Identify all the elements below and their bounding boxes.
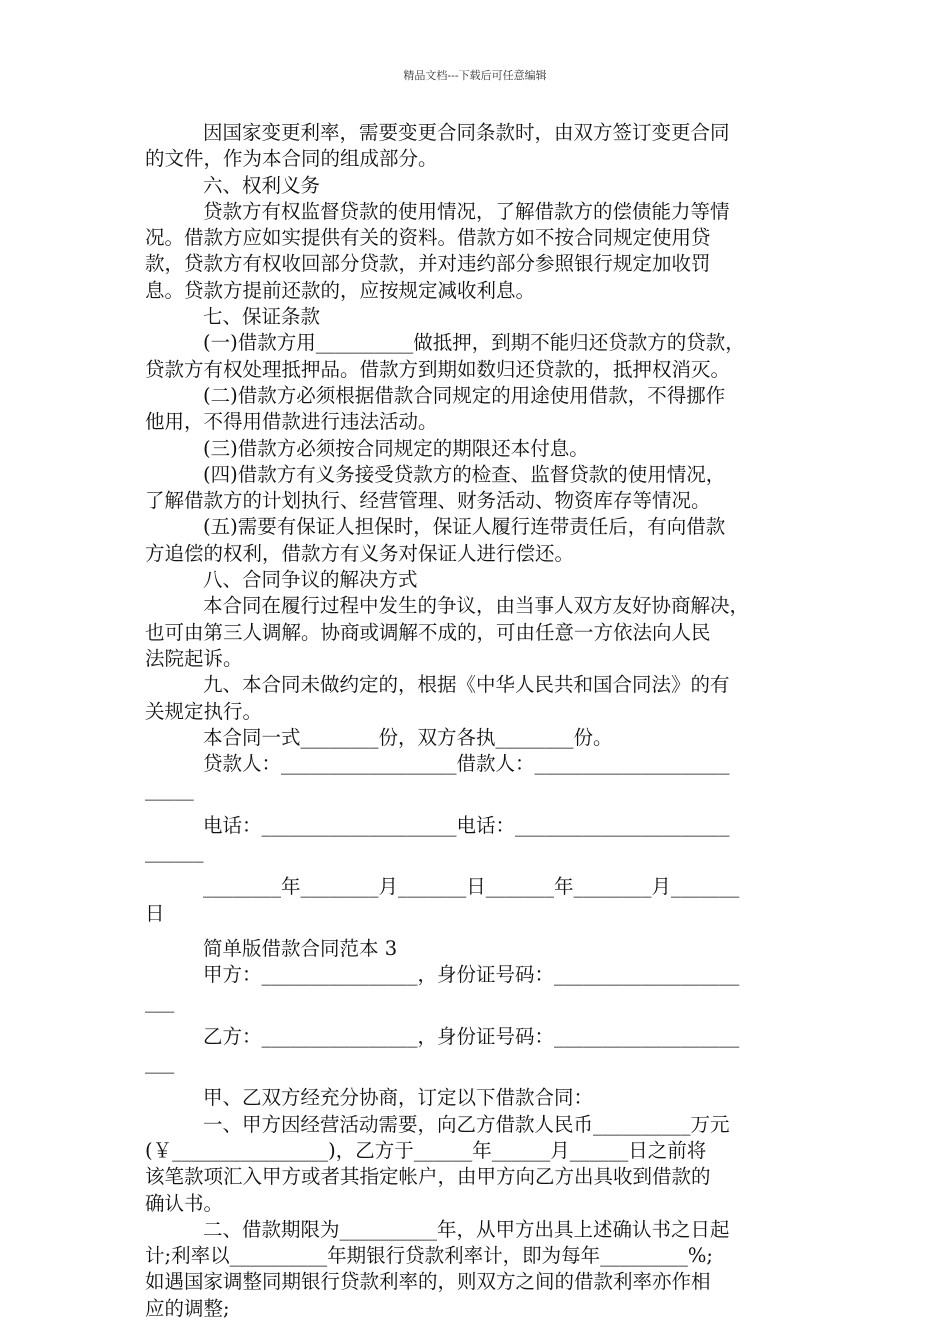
phone-line-cont: ______ bbox=[145, 840, 204, 864]
paragraph-line: 法院起诉。 bbox=[145, 646, 243, 670]
signature-line-cont: _____ bbox=[145, 778, 194, 802]
paragraph-line: 一、甲方因经营活动需要，向乙方借款人民币__________万元 bbox=[203, 1112, 730, 1136]
section-heading: 七、保证条款 bbox=[203, 305, 321, 329]
paragraph-line: 他用，不得用借款进行违法活动。 bbox=[145, 410, 438, 434]
paragraph-line: (一)借款方用__________做抵押，到期不能归还贷款方的贷款， bbox=[203, 331, 745, 355]
signature-line: 贷款人：__________________借款人：____________________ bbox=[203, 752, 730, 776]
party-b-line-cont: ___ bbox=[145, 1051, 175, 1075]
paragraph-line: 该笔款项汇入甲方或者其指定帐户，由甲方向乙方出具收到借款的 bbox=[145, 1165, 711, 1189]
paragraph-line: 因国家变更利率，需要变更合同条款时，由双方签订变更合同 bbox=[203, 121, 730, 144]
paragraph-line: 甲、乙双方经充分协商，订定以下借款合同： bbox=[203, 1086, 594, 1110]
paragraph-line: 贷款方有权监督贷款的使用情况，了解借款方的偿债能力等情 bbox=[203, 199, 730, 223]
paragraph-line: 方追偿的权利，借款方有义务对保证人进行偿还。 bbox=[145, 541, 575, 565]
paragraph-line: 本合同在履行过程中发生的争议，由当事人双方友好协商解决， bbox=[203, 594, 750, 618]
paragraph-line: 贷款方有权处理抵押品。借款方到期如数归还贷款的，抵押权消灭。 bbox=[145, 357, 731, 381]
paragraph-line: (四)借款方有义务接受贷款方的检查、监督贷款的使用情况， bbox=[203, 462, 726, 486]
party-a-line-cont: ___ bbox=[145, 989, 175, 1013]
section-heading: 六、权利义务 bbox=[203, 173, 321, 197]
date-line: ________年________月_______日_______年________月_______ bbox=[203, 875, 740, 899]
paragraph-line: 也可由第三人调解。协商或调解不成的，可由任意一方依法向人民 bbox=[145, 620, 711, 644]
party-a-line: 甲方：________________，身份证号码：___________________ bbox=[203, 963, 740, 987]
paragraph-line: 如遇国家调整同期银行贷款利率的，则双方之间的借款利率亦作相 bbox=[145, 1270, 711, 1294]
paragraph-line: (二)借款方必须根据借款合同规定的用途使用借款，不得挪作 bbox=[203, 383, 726, 407]
paragraph-line: 九、本合同未做约定的，根据《中华人民共和国合同法》的有 bbox=[203, 673, 730, 697]
paragraph-line: (五)需要有保证人担保时，保证人履行连带责任后，有向借款 bbox=[203, 515, 726, 539]
paragraph-line: (三)借款方必须按合同规定的期限还本付息。 bbox=[203, 436, 589, 460]
paragraph-line: 二、借款期限为__________年，从甲方出具上述确认书之日起 bbox=[203, 1217, 730, 1241]
party-b-line: 乙方：________________，身份证号码：___________________ bbox=[203, 1024, 740, 1048]
paragraph-line: 关规定执行。 bbox=[145, 699, 263, 723]
paragraph-line: 的文件，作为本合同的组成部分。 bbox=[145, 147, 438, 171]
copies-line: 本合同一式________份，双方各执________份。 bbox=[203, 725, 613, 749]
phone-line: 电话：____________________电话：______________________ bbox=[203, 813, 730, 837]
date-line-cont: 日 bbox=[145, 901, 165, 925]
paragraph-line: 息。贷款方提前还款的，应按规定减收利息。 bbox=[145, 278, 536, 302]
paragraph-line: 了解借款方的计划执行、经营管理、财务活动、物资库存等情况。 bbox=[145, 489, 711, 513]
paragraph-line: 况。借款方应如实提供有关的资料。借款方如不按合同规定使用贷 bbox=[145, 226, 711, 250]
section-heading: 八、合同争议的解决方式 bbox=[203, 568, 418, 592]
page-header: 精品文档---下载后可任意编辑 bbox=[403, 69, 547, 82]
paragraph-line: 计;利率以__________年期银行贷款利率计，即为每年_________%; bbox=[145, 1244, 713, 1268]
paragraph-line: 应的调整; bbox=[145, 1296, 230, 1320]
document-body bbox=[145, 120, 810, 1322]
contract-title: 简单版借款合同范本 3 bbox=[203, 936, 398, 960]
paragraph-line: (￥________________)，乙方于______年______月______日之前将 bbox=[145, 1138, 707, 1162]
paragraph-line: 确认书。 bbox=[145, 1191, 224, 1215]
paragraph-line: 款，贷款方有权收回部分贷款，并对违约部分参照银行规定加收罚 bbox=[145, 252, 711, 276]
